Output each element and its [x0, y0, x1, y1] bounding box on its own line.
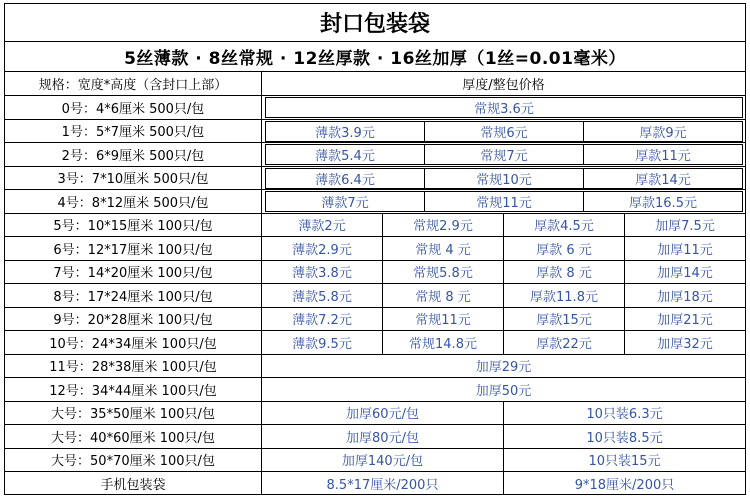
price-cell: 常规3.6元 — [474, 102, 534, 117]
row-spec: 0号：4*6厘米 500只/包 — [5, 96, 262, 119]
price-cell: 厚款4.5元 — [504, 214, 625, 237]
table-row — [5, 96, 745, 120]
row-spec: 9号：20*28厘米 100只/包 — [5, 308, 262, 331]
row-price-cells — [265, 144, 743, 165]
price-cell: 加厚18元 — [657, 289, 713, 305]
row-price-cells — [262, 402, 745, 425]
price-cell: 加厚80元/包 — [262, 425, 504, 448]
table-row — [5, 143, 745, 167]
row-price-cells — [262, 284, 745, 307]
price-cell: 厚款22元 — [504, 331, 625, 354]
table-row — [5, 190, 745, 214]
table-row — [5, 261, 745, 285]
row-spec: 10号：24*34厘米 100只/包 — [5, 331, 262, 354]
table-row — [5, 378, 745, 402]
price-cell: 加厚7.5元 — [655, 219, 715, 235]
row-price-cells — [265, 121, 743, 142]
table-row — [5, 425, 745, 449]
row-spec: 大号：35*50厘米 100只/包 — [5, 402, 262, 425]
header-row — [5, 72, 745, 96]
row-price-cells — [262, 425, 745, 448]
row-price-cells — [262, 261, 745, 284]
price-cell: 常规11元 — [383, 308, 504, 331]
price-cell: 厚款14元 — [635, 172, 691, 188]
price-cell: 加厚21元 — [657, 313, 713, 329]
price-cell: 薄款9.5元 — [262, 331, 383, 354]
price-cell: 厚款11.8元 — [504, 284, 625, 307]
price-cell: 加厚60元/包 — [262, 402, 504, 425]
table-row — [5, 214, 745, 238]
price-cell: 常规7元 — [425, 145, 584, 164]
table-row — [5, 167, 745, 191]
price-cell: 厚款 6 元 — [504, 237, 625, 260]
header-price-cells — [262, 72, 745, 95]
row-spec: 7号：14*20厘米 100只/包 — [5, 261, 262, 284]
price-cell: 常规11元 — [425, 192, 584, 211]
row-price-cells — [262, 355, 745, 378]
row-spec: 8号：17*24厘米 100只/包 — [5, 284, 262, 307]
header-spec: 规格：宽度*高度（含封口上部） — [5, 72, 262, 95]
price-cell: 常规10元 — [425, 169, 584, 188]
table-row — [5, 237, 745, 261]
table-title: 封口包装袋 — [5, 4, 745, 42]
price-cell: 9*18厘米/200只 — [574, 477, 675, 493]
price-cell: 薄款3.9元 — [266, 122, 425, 141]
row-price-cells — [265, 191, 743, 212]
table-row — [5, 284, 745, 308]
table-row — [5, 402, 745, 426]
table-row — [5, 120, 745, 144]
price-cell: 厚款9元 — [639, 125, 687, 141]
row-spec: 1号：5*7厘米 500只/包 — [5, 120, 262, 143]
price-cell: 厚款 8 元 — [504, 261, 625, 284]
price-cell: 加厚32元 — [657, 336, 713, 352]
price-cell: 薄款5.4元 — [266, 145, 425, 164]
row-price-cells — [262, 214, 745, 237]
price-cell: 薄款3.8元 — [262, 261, 383, 284]
row-spec: 6号：12*17厘米 100只/包 — [5, 237, 262, 260]
price-cell: 常规14.8元 — [383, 331, 504, 354]
table-row — [5, 449, 745, 473]
price-cell: 厚款16.5元 — [629, 196, 697, 211]
price-cell: 薄款7.2元 — [262, 308, 383, 331]
row-spec: 大号：40*60厘米 100只/包 — [5, 425, 262, 448]
row-price-cells — [262, 378, 745, 401]
row-price-cells — [265, 168, 743, 189]
row-price-cells — [262, 237, 745, 260]
table-row — [5, 308, 745, 332]
row-spec: 12号：34*44厘米 100只/包 — [5, 378, 262, 401]
price-cell: 薄款2元 — [262, 214, 383, 237]
price-cell: 常规6元 — [425, 122, 584, 141]
price-cell: 薄款7元 — [266, 192, 425, 211]
price-cell: 10只装8.5元 — [586, 430, 663, 446]
price-cell: 常规5.8元 — [383, 261, 504, 284]
price-cell: 常规 8 元 — [383, 284, 504, 307]
row-spec: 手机包装袋 — [5, 472, 262, 495]
row-spec: 3号：7*10厘米 500只/包 — [5, 167, 262, 190]
table-row — [5, 355, 745, 379]
row-price-cells — [262, 308, 745, 331]
price-cell: 常规2.9元 — [383, 214, 504, 237]
price-cell: 薄款6.4元 — [266, 169, 425, 188]
row-spec: 11号：28*38厘米 100只/包 — [5, 355, 262, 378]
price-cell: 加厚14元 — [657, 266, 713, 282]
row-spec: 2号：6*9厘米 500只/包 — [5, 143, 262, 166]
price-cell: 厚款11元 — [635, 149, 691, 164]
table-subtitle: 5丝薄款 · 8丝常规 · 12丝厚款 · 16丝加厚（1丝=0.01毫米） — [5, 42, 745, 72]
row-price-cells — [265, 97, 743, 118]
row-price-cells — [262, 331, 745, 354]
price-table — [4, 3, 746, 495]
price-cell: 加厚29元 — [475, 360, 532, 376]
price-cell: 8.5*17厘米/200只 — [262, 472, 504, 495]
header-price: 厚度/整包价格 — [462, 78, 545, 93]
row-price-cells — [262, 449, 745, 472]
row-spec: 4号：8*12厘米 500只/包 — [5, 190, 262, 213]
row-price-cells — [262, 472, 745, 495]
price-cell: 10只装15元 — [588, 454, 661, 470]
price-cell: 厚款15元 — [504, 308, 625, 331]
table-row — [5, 472, 745, 496]
price-cell: 加厚140元/包 — [262, 449, 504, 472]
table-row — [5, 331, 745, 355]
price-cell: 薄款2.9元 — [262, 237, 383, 260]
price-cell: 加厚50元 — [475, 383, 532, 399]
row-spec: 5号：10*15厘米 100只/包 — [5, 214, 262, 237]
price-cell: 10只装6.3元 — [586, 407, 663, 423]
price-cell: 加厚11元 — [657, 242, 713, 258]
price-cell: 常规 4 元 — [383, 237, 504, 260]
price-cell: 薄款5.8元 — [262, 284, 383, 307]
row-spec: 大号：50*70厘米 100只/包 — [5, 449, 262, 472]
